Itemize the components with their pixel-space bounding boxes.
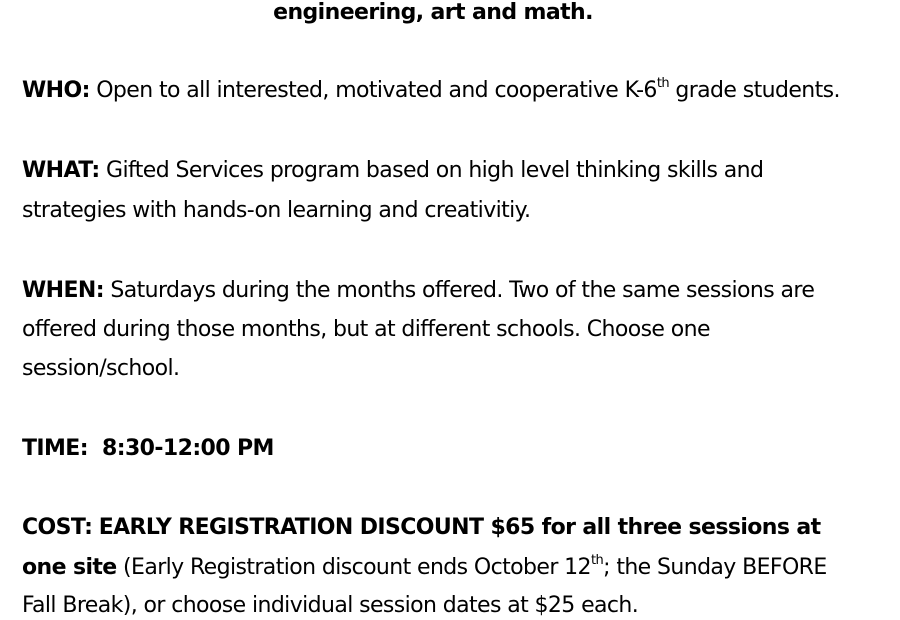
cost-site-text: one site [22, 555, 117, 580]
what-text-line1: Gifted Services program based on high level thinking skills and [106, 158, 764, 183]
cost-label: COST: [22, 515, 93, 540]
cost-paragraph-line2 [22, 554, 827, 582]
cost-superscript: th [590, 552, 604, 568]
what-label: WHAT: [22, 158, 100, 183]
when-paragraph-line1 [22, 277, 814, 305]
when-text-line1: Saturdays during the months offered. Two of the same sessions are [110, 278, 815, 303]
when-paragraph-line2: offered during those months, but at different schools. Choose one [22, 317, 710, 342]
when-label: WHEN: [22, 278, 104, 303]
when-paragraph-line3: session/school. [22, 356, 180, 381]
cost-paragraph-line1 [22, 514, 821, 542]
cost-deadline-text: (Early Registration discount ends October 12 [116, 555, 591, 580]
who-label: WHO: [22, 78, 90, 103]
cost-paragraph-line3: Fall Break), or choose individual session dates at $25 each. [22, 593, 639, 618]
what-paragraph-line2: strategies with hands-on learning and creativitiy. [22, 198, 531, 223]
what-paragraph-line1 [22, 157, 763, 185]
time-line [22, 435, 274, 463]
time-label: TIME: [22, 436, 88, 461]
who-text-end: grade students. [668, 78, 840, 103]
intro-tail-line: engineering, art and math. [273, 0, 593, 25]
cost-deadline-text-end: ; the Sunday BEFORE [603, 555, 827, 580]
who-paragraph [22, 77, 840, 105]
who-text: Open to all interested, motivated and cooperative K-6 [96, 78, 657, 103]
cost-discount-text: EARLY REGISTRATION DISCOUNT $65 for all three sessions at [98, 515, 821, 540]
time-value: 8:30-12:00 PM [102, 436, 274, 461]
who-superscript: th [656, 75, 669, 91]
